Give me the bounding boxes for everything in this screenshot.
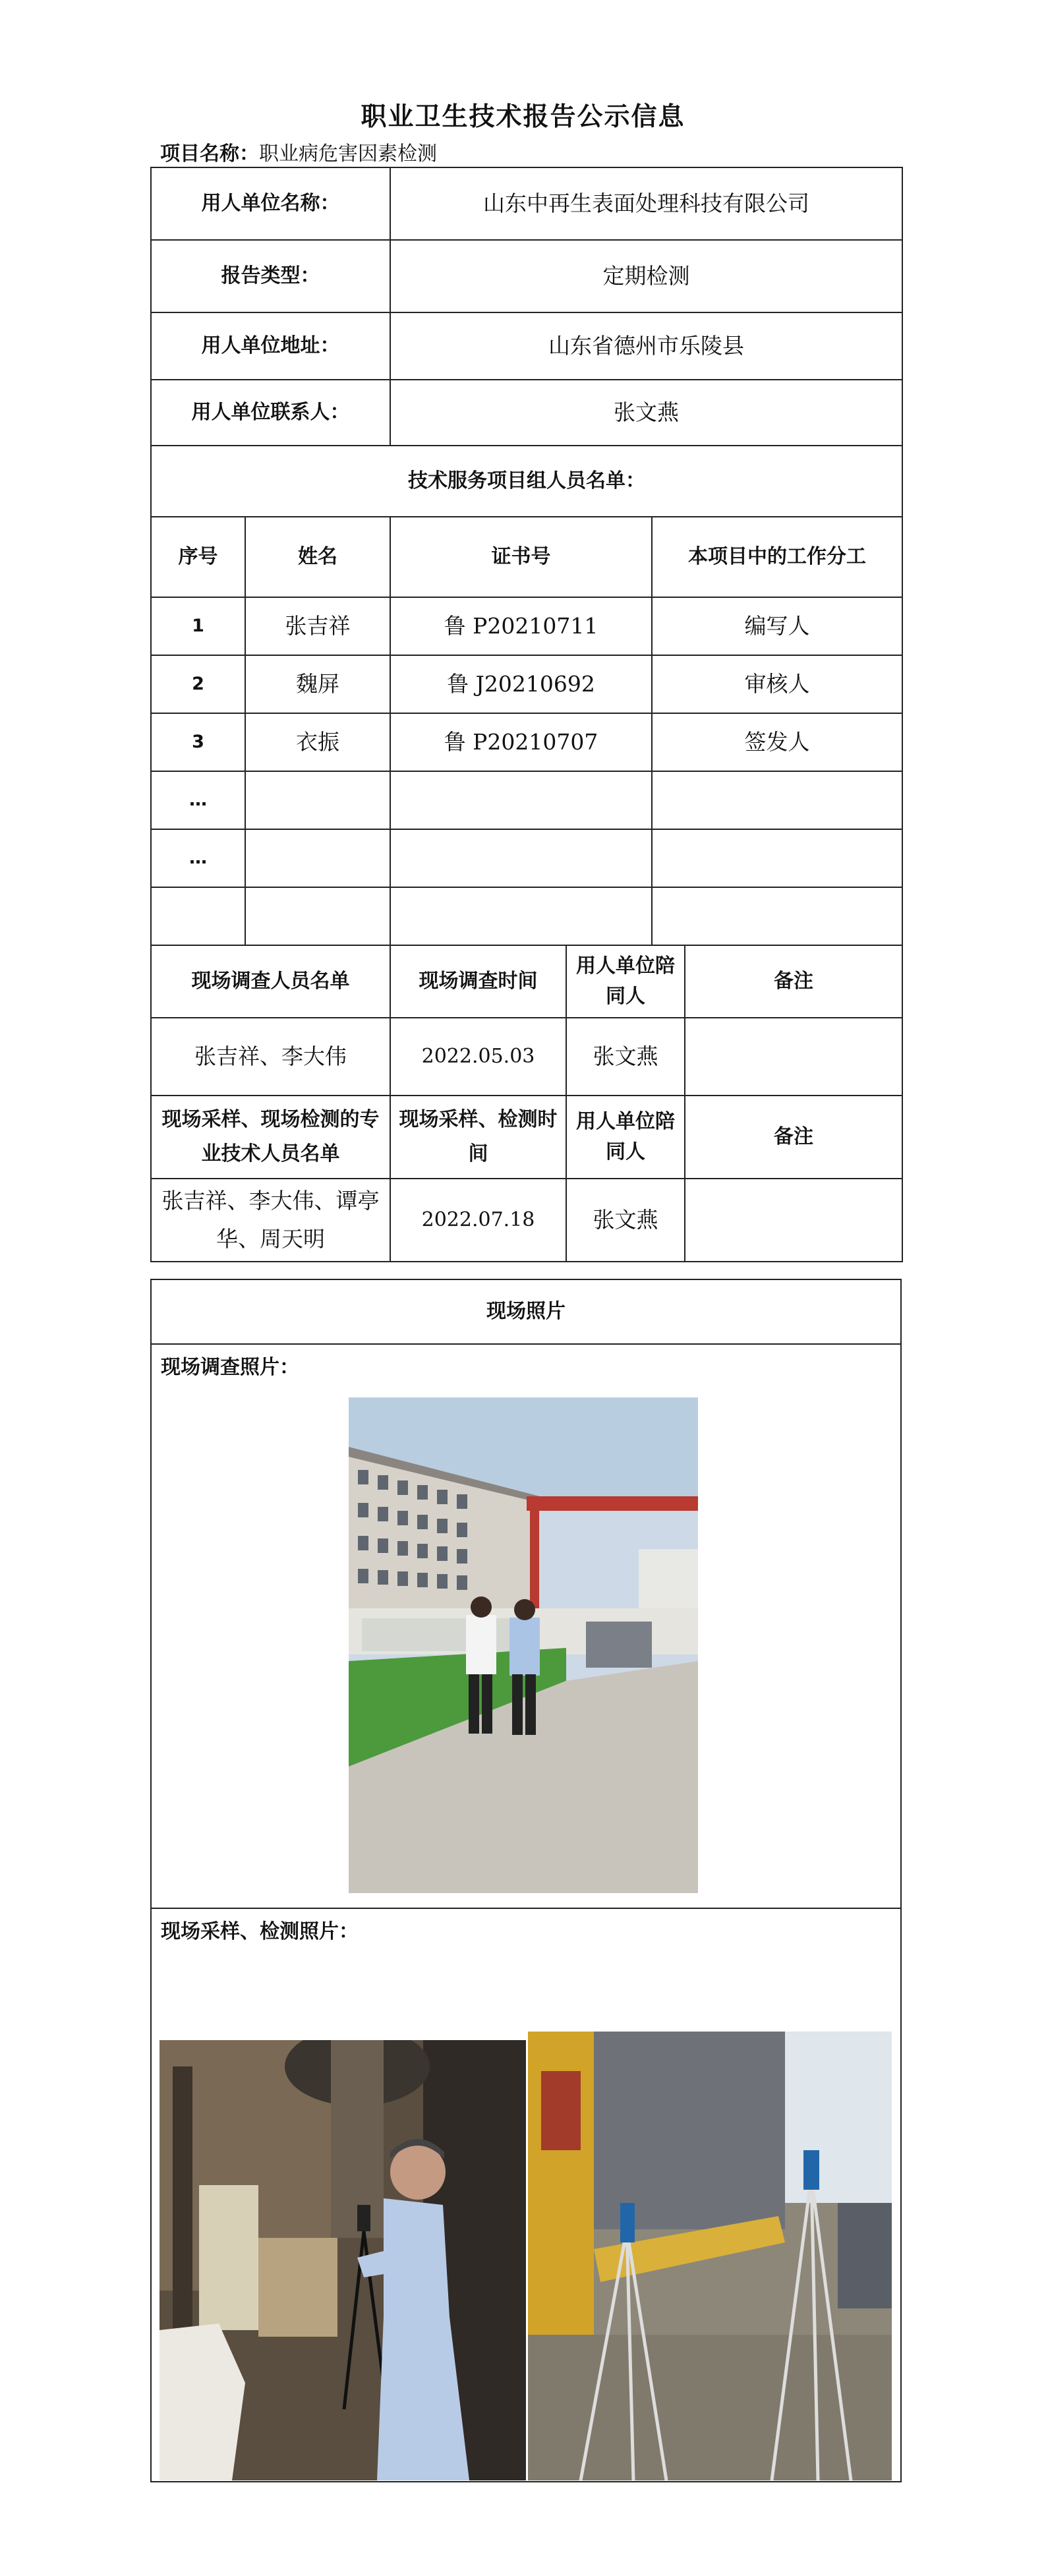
sampling-photo-label: 现场采样、检测照片： [161,1920,359,1943]
sampling-escort: 张文燕 [566,1179,685,1262]
sampling-note [685,1179,902,1262]
team-no [151,887,245,945]
unit-contact-label: 用人单位联系人： [151,380,390,446]
survey-escort: 张文燕 [566,1018,685,1096]
survey-photo-image [349,1397,698,1893]
team-header-cert: 证书号 [390,517,652,597]
team-no: … [151,829,245,887]
unit-name-value: 山东中再生表面处理科技有限公司 [390,167,902,240]
survey-header-date: 现场调查时间 [390,945,566,1018]
team-cert: 鲁 P20210707 [390,713,652,771]
team-row [151,655,902,713]
team-name: 张吉祥 [245,597,390,655]
team-row [151,829,902,887]
project-line [160,137,437,166]
survey-photo-label: 现场调查照片： [161,1356,299,1379]
team-row [151,713,902,771]
team-row [151,887,902,945]
team-role: 编写人 [652,597,902,655]
team-role [652,829,902,887]
sampling-header-note: 备注 [685,1096,902,1179]
team-header-name: 姓名 [245,517,390,597]
project-label: 项目名称： [160,142,259,165]
team-cert: 鲁 P20210711 [390,597,652,655]
survey-header-staff: 现场调查人员名单 [151,945,390,1018]
info-table [150,167,903,1262]
report-type-label: 报告类型： [151,240,390,312]
team-no: 1 [151,597,245,655]
sampling-header-escort: 用人单位陪同人 [566,1096,685,1179]
team-no: 2 [151,655,245,713]
unit-contact-value: 张文燕 [390,380,902,446]
unit-address-label: 用人单位地址： [151,312,390,380]
team-cert: 鲁 J20210692 [390,655,652,713]
survey-header-escort: 用人单位陪同人 [566,945,685,1018]
team-role [652,771,902,829]
team-header-no: 序号 [151,517,245,597]
team-header-role: 本项目中的工作分工 [652,517,902,597]
team-name [245,829,390,887]
sampling-header-date: 现场采样、检测时间 [390,1096,566,1179]
team-row [151,597,902,655]
team-name: 衣振 [245,713,390,771]
report-type-value: 定期检测 [390,240,902,312]
team-heading: 技术服务项目组人员名单： [151,446,902,517]
sampling-photo-2 [528,2032,892,2480]
project-value: 职业病危害因素检测 [259,142,437,165]
team-cert [390,829,652,887]
team-role: 签发人 [652,713,902,771]
survey-note [685,1018,902,1096]
unit-name-label: 用人单位名称： [151,167,390,240]
team-row [151,771,902,829]
unit-address-value: 山东省德州市乐陵县 [390,312,902,380]
team-no: 3 [151,713,245,771]
team-cert [390,887,652,945]
sampling-staff: 张吉祥、李大伟、谭亭华、周天明 [151,1179,390,1262]
team-name: 魏屏 [245,655,390,713]
sampling-photo-2-image [528,2032,892,2480]
team-role [652,887,902,945]
team-cert [390,771,652,829]
sampling-header-staff: 现场采样、现场检测的专业技术人员名单 [151,1096,390,1179]
survey-photo [349,1397,698,1893]
survey-header-note: 备注 [685,945,902,1018]
sampling-date: 2022.07.18 [390,1179,566,1262]
survey-date: 2022.05.03 [390,1018,566,1096]
sampling-photo-1-image [160,2040,526,2480]
team-role: 审核人 [652,655,902,713]
photos-heading: 现场照片 [151,1279,901,1344]
page-title: 职业卫生技术报告公示信息 [361,102,685,132]
survey-staff: 张吉祥、李大伟 [151,1018,390,1096]
sampling-photo-1 [160,2040,526,2480]
team-name [245,771,390,829]
team-name [245,887,390,945]
team-no: … [151,771,245,829]
